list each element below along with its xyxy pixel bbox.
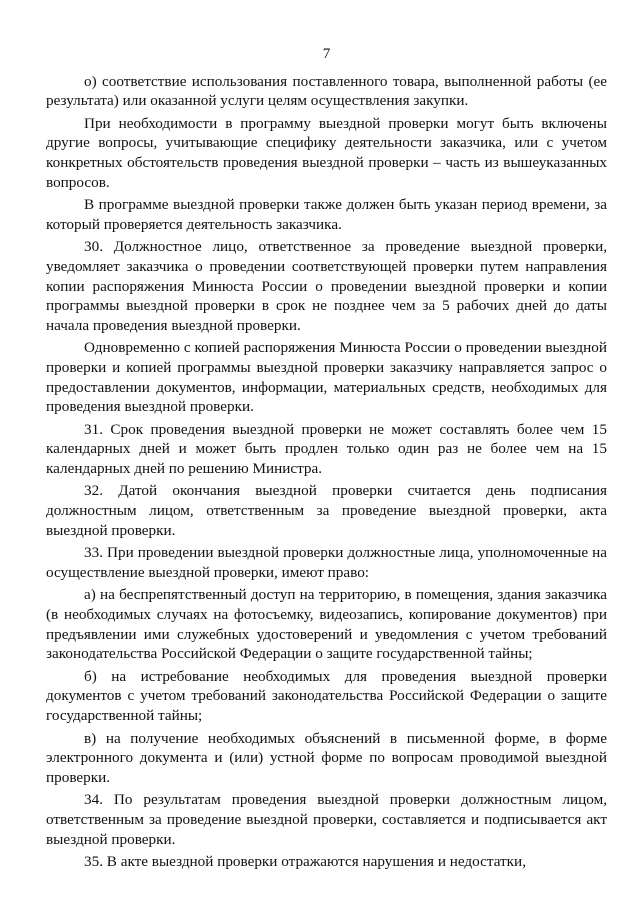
paragraph-33-b: б) на истребование необходимых для проведения выездной проверки документов с учетом требований законодательства Российской Федерации о защите государственной тайны; <box>46 667 607 724</box>
paragraph-30: 30. Должностное лицо, ответственное за проведение выездной проверки, уведомляет заказчика о проведении соответствующей проверки путем направления копии распоряжения Минюста России о проведении выездной проверки и копии программы выездной проверки в срок не позднее чем за 5 рабочих дней до даты начала проведения выездной проверки. <box>46 238 607 334</box>
paragraph-period: В программе выездной проверки также должен быть указан период времени, за который проверяется деятельность заказчика. <box>46 196 607 233</box>
paragraph-33: 33. При проведении выездной проверки должностные лица, уполномоченные на осуществление выездной проверки, имеют право: <box>46 544 607 581</box>
paragraph-item-o: о) соответствие использования поставленного товара, выполненной работы (ее результата) или оказанной услуги целям осуществления закупки. <box>46 72 607 110</box>
paragraph-35: 35. В акте выездной проверки отражаются нарушения и недостатки, <box>84 853 526 871</box>
paragraph-simultaneous-request: Одновременно с копией распоряжения Минюста России о проведении выездной проверки и копией программы выездной проверки заказчику направляется запрос о предоставлении документов, информации, материальных средств, необходимых для проведения выездной проверки. <box>46 339 607 416</box>
paragraph-33-a: а) на беспрепятственный доступ на территорию, в помещения, здания заказчика (в необходимых случаях на фотосъемку, видеозапись, копирование документов) при предъявлении ими служебных удостоверений и уведомления с учетом требований законодательства Российской Федерации о защите государственной тайны; <box>46 586 607 663</box>
paragraph-33-v: в) на получение необходимых объяснений в письменной форме, в форме электронного документа и (или) устной форме по вопросам проводимой выездной проверки. <box>46 729 607 786</box>
paragraph-additional-questions: При необходимости в программу выездной проверки могут быть включены другие вопросы, учитывающие специфику деятельности заказчика, или с учетом конкретных обстоятельств проведения выездной проверки – часть из вышеуказанных вопросов. <box>46 114 607 191</box>
paragraph-32: 32. Датой окончания выездной проверки считается день подписания должностным лицом, ответственным за проведение выездной проверки, акта выездной проверки. <box>46 482 607 539</box>
page-number: 7 <box>322 45 331 62</box>
paragraph-34: 34. По результатам проведения выездной проверки должностным лицом, ответственным за проведение выездной проверки, составляется и подписывается акт выездной проверки. <box>46 791 607 848</box>
paragraph-31: 31. Срок проведения выездной проверки не может составлять более чем 15 календарных дней и может быть продлен только один раз не более чем на 15 календарных дней по решению Министра. <box>46 420 607 477</box>
